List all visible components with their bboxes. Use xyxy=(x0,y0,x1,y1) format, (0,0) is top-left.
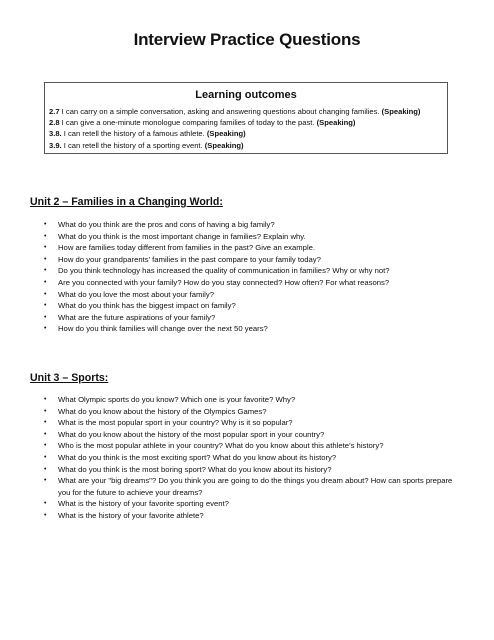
question-text: How are families today different from families in the past? Give an example. xyxy=(58,243,316,253)
bullet-icon: • xyxy=(44,500,47,508)
outcome-number: 3.9. xyxy=(49,140,62,150)
list-item xyxy=(44,231,456,243)
unit2-question-list xyxy=(44,219,456,335)
question-text: What is the history of your favorite athlete? xyxy=(58,510,204,520)
question-text: What do you love the most about your family? xyxy=(58,289,214,299)
list-item xyxy=(44,475,456,498)
bullet-icon: • xyxy=(44,419,47,427)
question-text: What do you think is the most important change in families? Explain why. xyxy=(58,231,306,241)
list-item xyxy=(44,265,456,277)
outcome-skill-tag: (Speaking) xyxy=(206,129,246,139)
bullet-icon: • xyxy=(44,255,47,263)
outcome-item xyxy=(49,117,420,128)
bullet-icon: • xyxy=(44,313,47,321)
list-item xyxy=(44,510,456,522)
unit3-heading: Unit 3 – Sports: xyxy=(30,372,109,384)
bullet-icon: • xyxy=(44,407,47,415)
bullet-icon: • xyxy=(44,430,47,438)
bullet-icon: • xyxy=(44,290,47,298)
list-item xyxy=(44,323,456,335)
list-item xyxy=(44,219,456,231)
bullet-icon: • xyxy=(44,396,47,403)
outcome-skill-tag: (Speaking) xyxy=(381,107,421,116)
question-text: What do you know about the history of the Olympics Games? xyxy=(58,406,267,416)
question-text: What Olympic sports do you know? Which one is your favorite? Why? xyxy=(58,395,296,404)
outcome-item xyxy=(49,106,420,117)
unit3-question-list xyxy=(44,394,456,522)
list-item xyxy=(44,254,456,266)
bullet-icon: • xyxy=(44,442,47,450)
question-text: Do you think technology has increased the quality of communication in families? Why or why not? xyxy=(58,266,390,276)
outcome-skill-tag: (Speaking) xyxy=(316,118,356,128)
list-item xyxy=(44,394,456,406)
bullet-icon: • xyxy=(44,453,47,461)
unit2-heading: Unit 2 – Families in a Changing World: xyxy=(30,196,223,208)
list-item xyxy=(44,289,456,301)
list-item xyxy=(44,312,456,324)
outcome-number: 2.7 xyxy=(49,107,60,116)
bullet-icon: • xyxy=(44,302,47,310)
learning-outcomes-list xyxy=(49,106,420,151)
outcome-text: I can retell the history of a famous athlete. xyxy=(61,129,207,139)
outcome-text: I can give a one-minute monologue comparing families of today to the past. xyxy=(59,118,317,128)
outcome-number: 3.8. xyxy=(49,129,62,139)
outcome-item xyxy=(49,140,420,151)
bullet-icon: • xyxy=(44,232,47,240)
list-item xyxy=(44,406,456,418)
list-item xyxy=(44,242,456,254)
list-item xyxy=(44,464,456,476)
question-text: How do your grandparents’ families in the past compare to your family today? xyxy=(58,254,321,264)
outcome-number: 2.8 xyxy=(49,118,60,128)
question-text: What do you think has the biggest impact on family? xyxy=(58,301,236,311)
question-text: What are your "big dreams"? Do you think you are going to do the things you dream about? How can sports prepare you for the future to achieve your dreams? xyxy=(58,476,453,497)
bullet-icon: • xyxy=(44,244,47,252)
list-item xyxy=(44,277,456,289)
question-text: How do you think families will change over the next 50 years? xyxy=(58,324,268,334)
question-text: What do you know about the history of the most popular sport in your country? xyxy=(58,429,325,439)
learning-outcomes-box xyxy=(44,82,448,154)
question-text: Are you connected with your family? How do you stay connected? How often? For what reasons? xyxy=(58,277,390,287)
question-text: What do you think is the most exciting sport? What do you know about its history? xyxy=(58,452,337,462)
bullet-icon: • xyxy=(44,221,47,228)
question-text: Who is the most popular athlete in your country? What do you know about this athlete’s history? xyxy=(58,441,384,451)
outcome-text: I can carry on a simple conversation, asking and answering questions about changing families. xyxy=(59,107,382,116)
question-text: What do you think is the most boring sport? What do you know about its history? xyxy=(58,464,332,474)
bullet-icon: • xyxy=(44,278,47,286)
outcome-text: I can retell the history of a sporting event. xyxy=(61,140,205,150)
page-title: Interview Practice Questions xyxy=(133,30,361,49)
list-item xyxy=(44,300,456,312)
bullet-icon: • xyxy=(44,325,47,333)
list-item xyxy=(44,417,456,429)
outcome-item xyxy=(49,128,420,139)
question-text: What is the most popular sport in your country? Why is it so popular? xyxy=(58,418,293,428)
question-text: What do you think are the pros and cons of having a big family? xyxy=(58,220,275,229)
outcome-skill-tag: (Speaking) xyxy=(204,140,244,150)
learning-outcomes-heading: Learning outcomes xyxy=(195,89,297,101)
question-text: What is the history of your favorite sporting event? xyxy=(58,499,229,509)
list-item xyxy=(44,452,456,464)
list-item xyxy=(44,429,456,441)
list-item xyxy=(44,498,456,510)
bullet-icon: • xyxy=(44,465,47,473)
question-text: What are the future aspirations of your family? xyxy=(58,312,216,322)
bullet-icon: • xyxy=(44,267,47,275)
list-item xyxy=(44,440,456,452)
bullet-icon: • xyxy=(44,511,47,519)
bullet-icon: • xyxy=(44,477,47,485)
